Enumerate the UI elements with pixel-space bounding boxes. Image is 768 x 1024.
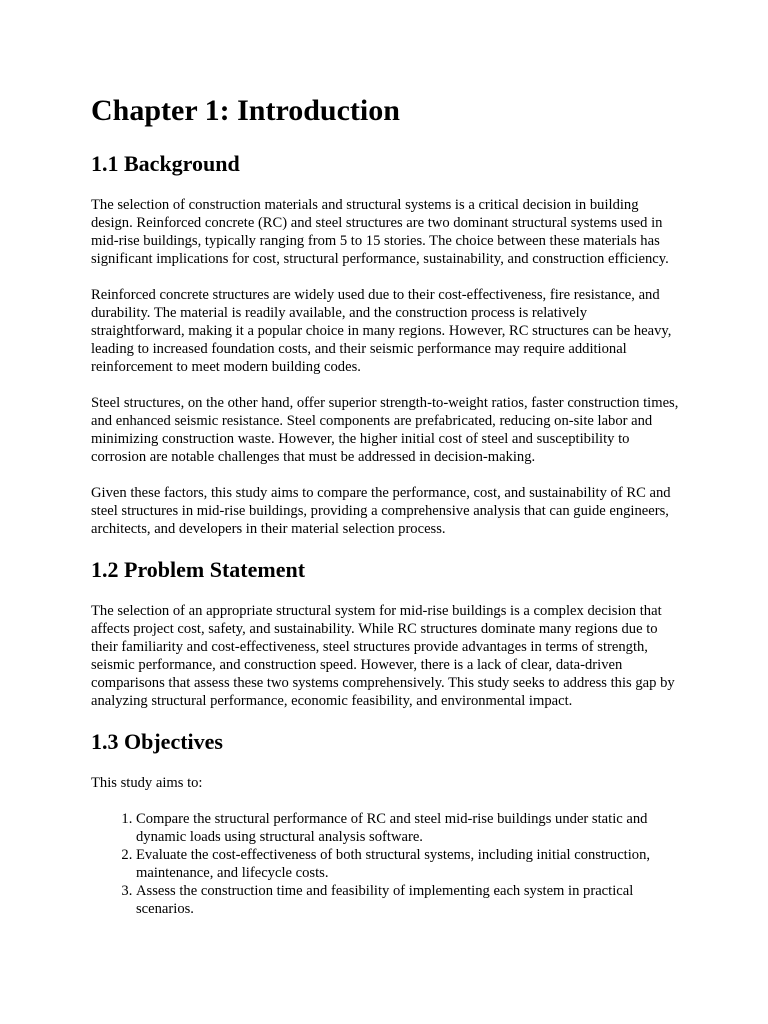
problem-statement-paragraph: The selection of an appropriate structural system for mid-rise buildings is a complex decision that affects project cost, safety, and sustainability. While RC structures dominate many regions due to their familiarity and cost-effectiveness, steel structures provide advantages in terms of strength, seismic performance, and construction speed. However, there is a lack of clear, data-driven comparisons that assess these two systems comprehensively. This study seeks to address this gap by analyzing structural performance, economic feasibility, and environmental impact. [91, 603, 675, 709]
objective-item-2: 2. Evaluate the cost-effectiveness of both structural systems, including initial construction, maintenance, and lifecycle costs. [136, 846, 681, 882]
objective-item-3: 3. Assess the construction time and feasibility of implementing each system in practical scenarios. [136, 882, 681, 918]
section-heading-background: 1.1 Background [91, 151, 240, 176]
objectives-list [91, 810, 681, 918]
section-heading-problem-statement: 1.2 Problem Statement [91, 557, 306, 582]
section-heading-objectives: 1.3 Objectives [91, 729, 223, 754]
document-page [91, 92, 681, 918]
chapter-title: Chapter 1: Introduction [91, 94, 400, 127]
background-paragraph-3: Steel structures, on the other hand, offer superior strength-to-weight ratios, faster construction times, and enhanced seismic resistance. Steel components are prefabricated, reducing on-site labor and minimizing construction waste. However, the higher initial cost of steel and susceptibility to corrosion are notable challenges that must be addressed in decision-making. [91, 395, 679, 465]
background-paragraph-2: Reinforced concrete structures are widely used due to their cost-effectiveness, fire resistance, and durability. The material is readily available, and the construction process is relatively straightforward, making it a popular choice in many regions. However, RC structures can be heavy, leading to increased foundation costs, and their seismic performance may require additional reinforcement to meet modern building codes. [91, 287, 672, 375]
background-paragraph-1: The selection of construction materials and structural systems is a critical decision in building design. Reinforced concrete (RC) and steel structures are two dominant structural systems used in mid-rise buildings, typically ranging from 5 to 15 stories. The choice between these materials has significant implications for cost, structural performance, sustainability, and construction efficiency. [91, 197, 669, 267]
objective-item-1: 1. Compare the structural performance of RC and steel mid-rise buildings under static and dynamic loads using structural analysis software. [136, 810, 681, 846]
objectives-intro: This study aims to: [91, 775, 203, 791]
background-paragraph-4: Given these factors, this study aims to compare the performance, cost, and sustainability of RC and steel structures in mid-rise buildings, providing a comprehensive analysis that can guide engineers, architects, and developers in their material selection process. [91, 485, 671, 537]
